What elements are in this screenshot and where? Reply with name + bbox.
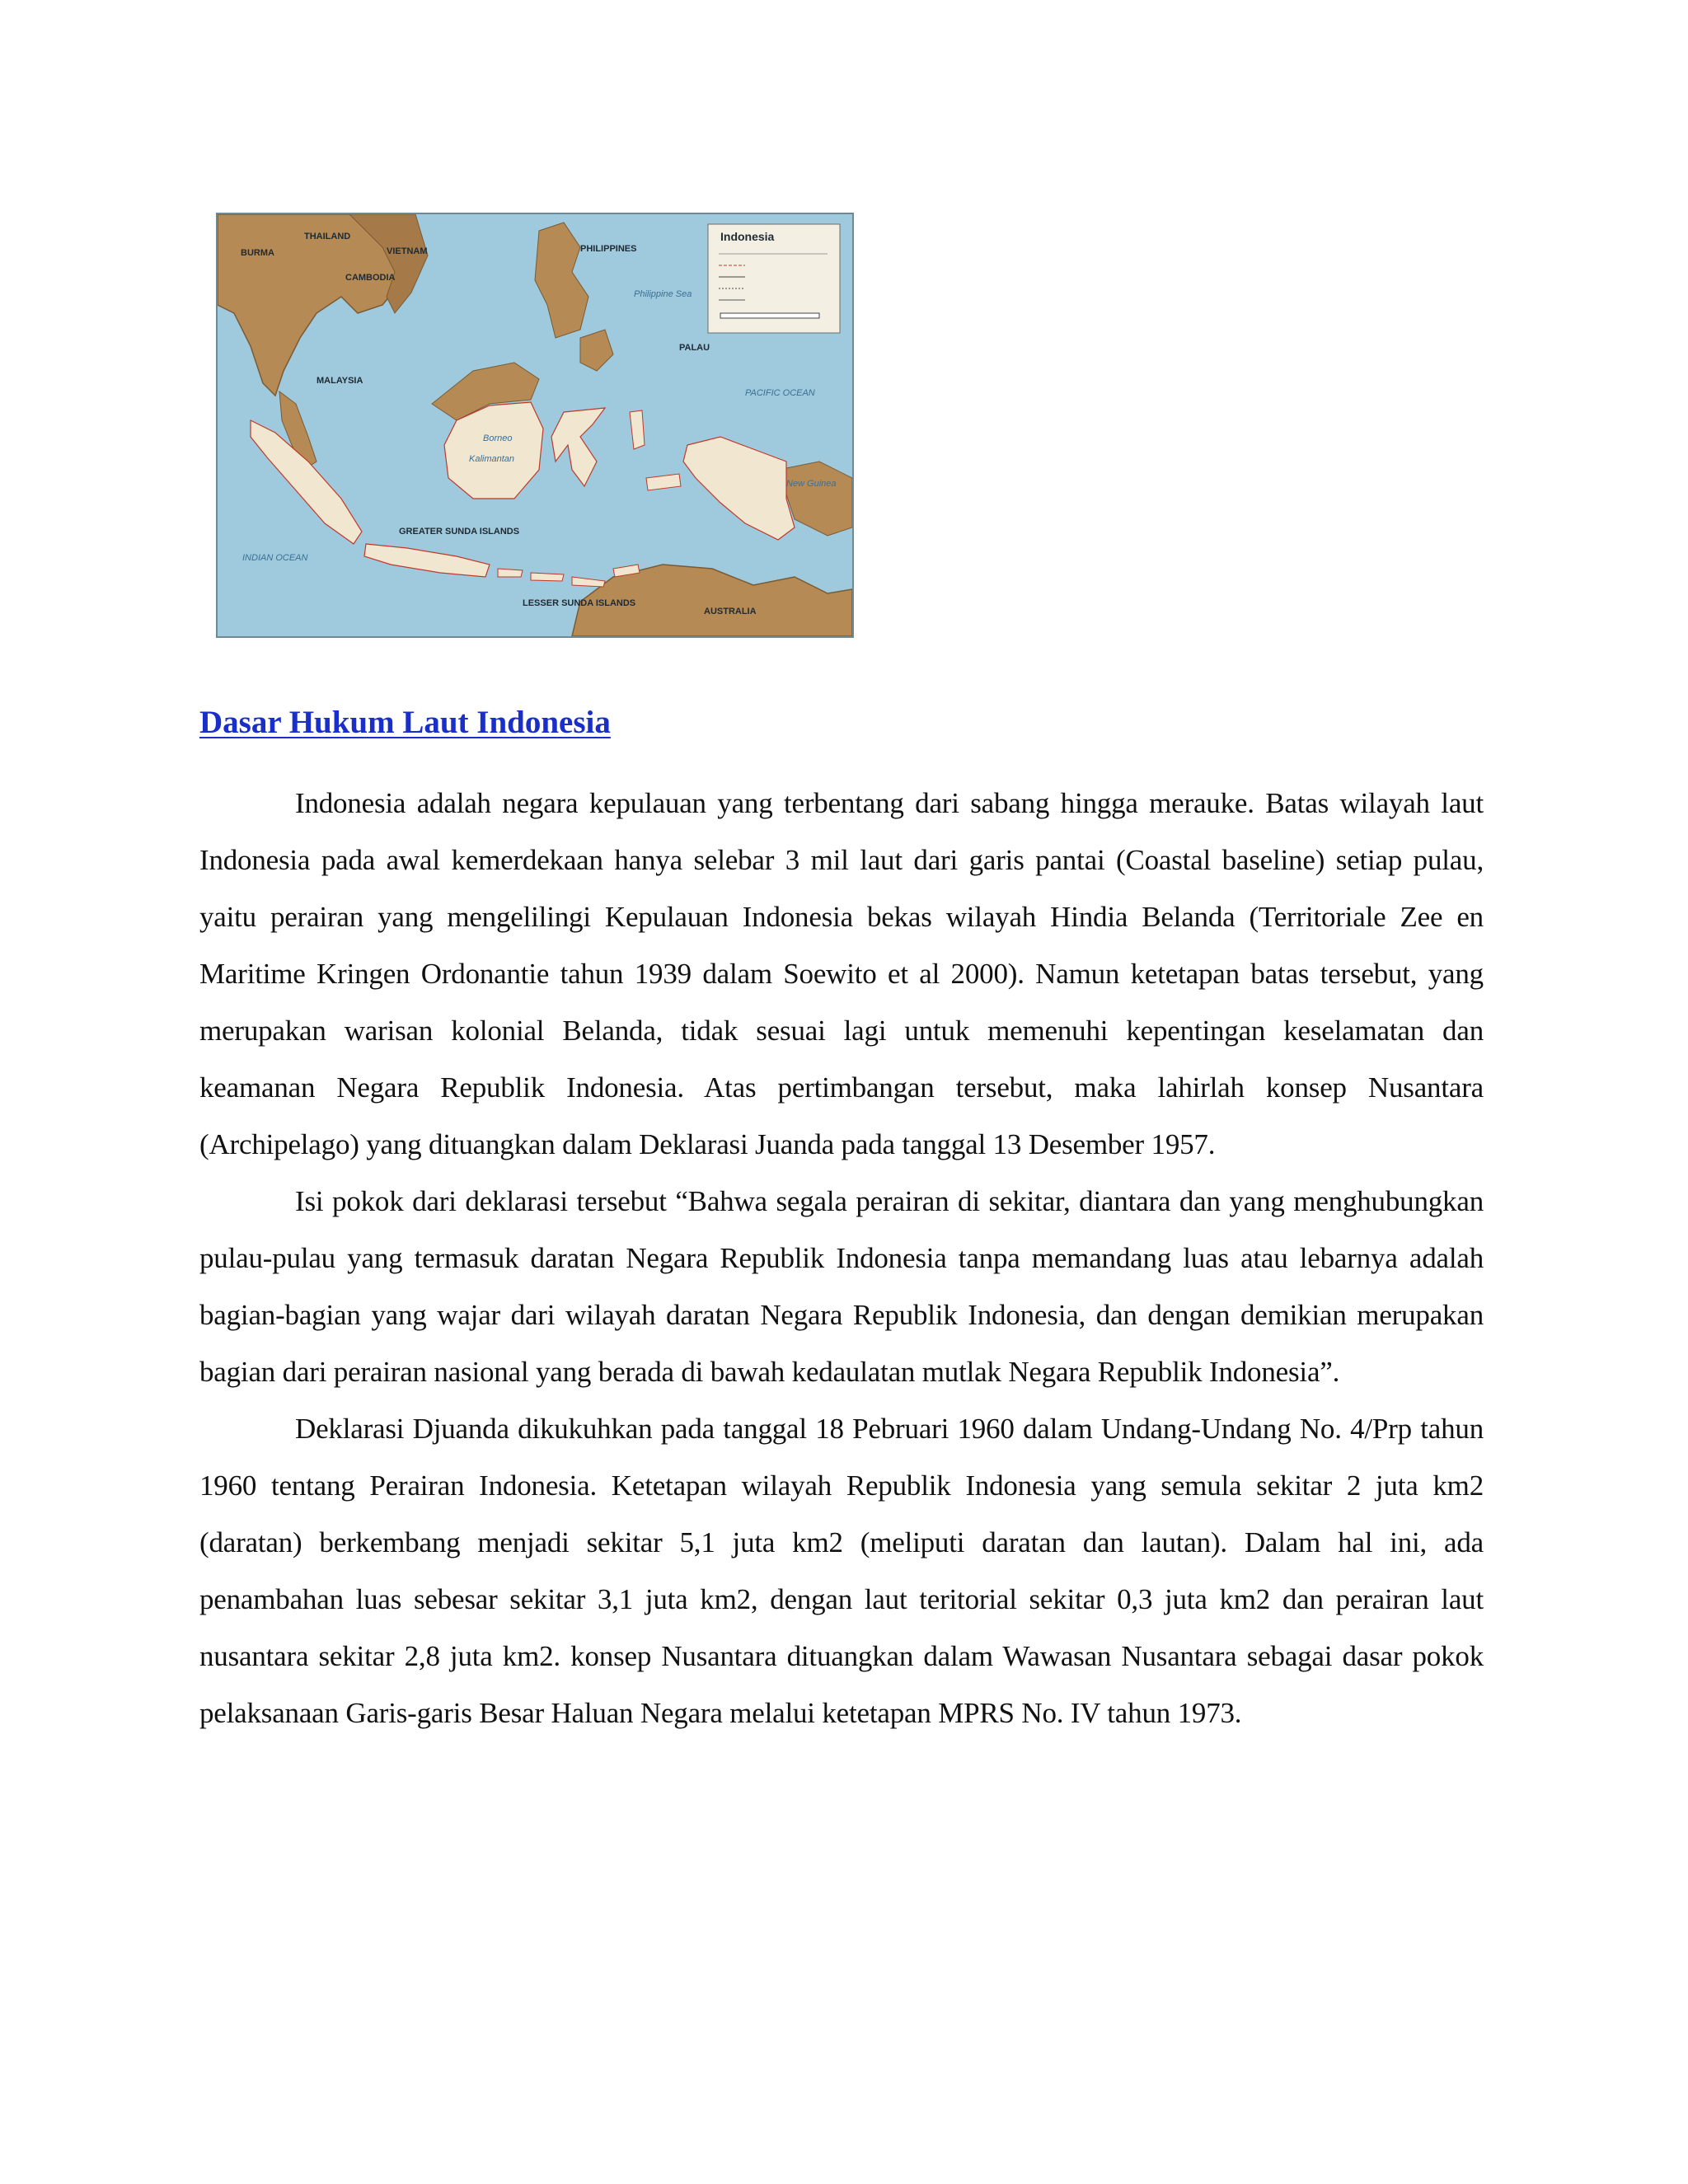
map-label-philippine-sea: Philippine Sea	[634, 289, 692, 299]
map-label-thailand: THAILAND	[304, 232, 351, 241]
map-label-borneo: Borneo	[483, 434, 513, 443]
map-label-philippines: PHILIPPINES	[580, 244, 637, 254]
map-label-burma: BURMA	[241, 248, 274, 258]
paragraph-1: Indonesia adalah negara kepulauan yang terbentang dari sabang hingga merauke. Batas wilayah laut Indonesia pada awal kemerdekaan hanya selebar 3 mil laut dari garis pantai (Coastal baseline) setiap pulau, yaitu perairan yang mengelilingi Kepulauan Indonesia bekas wilayah Hindia Belanda (Territoriale Zee en Maritime Kringen Ordonantie tahun 1939 dalam Soewito et al 2000). Namun ketetapan batas tersebut, yang merupakan warisan kolonial Belanda, tidak sesuai lagi untuk memenuhi kepentingan keselamatan dan keamanan Negara Republik Indonesia. Atas pertimbangan tersebut, maka lahirlah konsep Nusantara (Archipelago) yang dituangkan dalam Deklarasi Juanda pada tanggal 13 Desember 1957.	[199, 787, 1484, 1160]
indonesia-map-image	[216, 213, 854, 638]
map-label-indian-ocean: INDIAN OCEAN	[242, 553, 308, 563]
paragraph-3: Deklarasi Djuanda dikukuhkan pada tanggal 18 Pebruari 1960 dalam Undang-Undang No. 4/Prp tahun 1960 tentang Perairan Indonesia. Ketetapan wilayah Republik Indonesia yang semula sekitar 2 juta km2 (daratan) berkembang menjadi sekitar 5,1 juta km2 (meliputi daratan dan lautan). Dalam hal ini, ada penambahan luas sebesar sekitar 3,1 juta km2, dengan laut teritorial sekitar 0,3 juta km2 dan perairan laut nusantara sekitar 2,8 juta km2. konsep Nusantara dituangkan dalam Wawasan Nusantara sebagai dasar pokok pelaksanaan Garis-garis Besar Haluan Negara melalui ketetapan MPRS No. IV tahun 1973.	[199, 1413, 1484, 1729]
map-label-kalimantan: Kalimantan	[469, 454, 515, 464]
map-label-cambodia: CAMBODIA	[345, 273, 396, 283]
map-label-vietnam: VIETNAM	[387, 246, 428, 256]
map-label-pacific-ocean: PACIFIC OCEAN	[745, 388, 815, 398]
map-legend-title: Indonesia	[720, 230, 775, 243]
section-heading-link[interactable]: Dasar Hukum Laut Indonesia	[199, 705, 611, 740]
map-label-lesser-sunda: LESSER SUNDA ISLANDS	[523, 598, 636, 608]
map-label-new-guinea: New Guinea	[786, 479, 837, 489]
paragraph-2: Isi pokok dari deklarasi tersebut “Bahwa segala perairan di sekitar, diantara dan yang menghubungkan pulau-pulau yang termasuk daratan Negara Republik Indonesia tanpa memandang luas atau lebarnya adalah bagian-bagian yang wajar dari wilayah daratan Negara Republik Indonesia, dan dengan demikian merupakan bagian dari perairan nasional yang berada di bawah kedaulatan mutlak Negara Republik Indonesia”.	[199, 1185, 1484, 1388]
body-text	[199, 775, 1484, 1741]
map-label-malaysia: MALAYSIA	[316, 376, 363, 386]
map-label-greater-sunda: GREATER SUNDA ISLANDS	[399, 527, 520, 537]
map-svg	[218, 214, 852, 636]
map-label-australia: AUSTRALIA	[704, 607, 757, 616]
map-label-palau: PALAU	[679, 343, 710, 353]
